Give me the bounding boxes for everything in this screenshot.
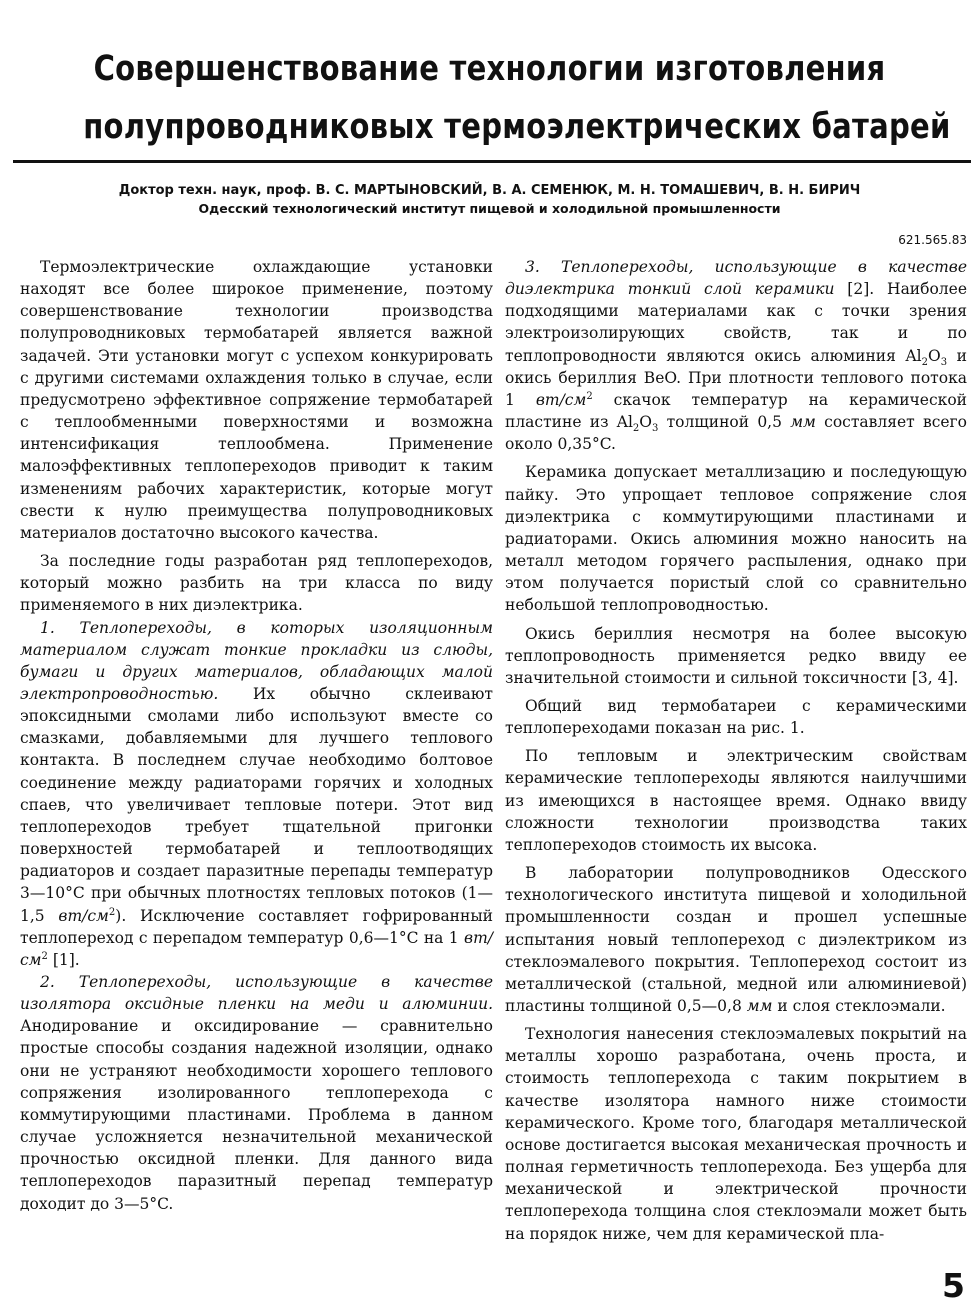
authors: Доктор техн. наук, проф. В. С. МАРТЫНОВСКИЙ, В. А. СЕМЕНЮК, М. Н. ТОМАШЕВИЧ, В. Н. БИРИЧ [118, 183, 861, 198]
class-1-heading: 1. Теплопереходы, в которых изоляционным материалом служат тонкие прокладки из слюды, бумаги и других материалов, обладающих малой электропроводностью. [20, 618, 493, 703]
paragraph-ceramic-properties: По тепловым и электрическим свойствам керамические теплопереходы являются наилучшими из имеющихся в настоящее время. Однако ввиду сложности технологии производства таких теплопереходов стоимость их высока. [505, 747, 967, 854]
paragraph-class-1: 1. Теплопереходы, в которых изоляционным материалом служат тонкие прокладки из слюды, бумаги и других материалов, обладающих малой электропроводностью. Их обычно склеивают эпоксидными смолами либо используют вместе со смазками, добавляемыми для лучшего теплового контакта. В последнем случае необходимо болтовое соединение между радиаторами горячих и холодных спаев, что увеличивает тепловые потери. Этот вид теплопереходов требует тщательной пригонки поверхностей термобатарей и теплоотводящих радиаторов и создает паразитные перепады температур 3—10°C при обычных плотностях тепловых потоков (1—1,5 $вт/см^2$). Исключение составляет гофрированный теплопереход с перепадом температур 0,6—1°C на 1 $вт/см^2$ [1]. [20, 618, 494, 969]
title-line-2: полупроводниковых термоэлектрических батарей [83, 107, 951, 147]
paragraph-figure-ref: Общий вид термобатареи с керамическими теплопереходами показан на рис. 1. [505, 696, 967, 738]
class-3-heading: 3. Теплопереходы, использующие в качестве диэлектрика тонкий слой керамики [505, 258, 967, 299]
paragraph-classes: За последние годы разработан ряд теплопереходов, который можно разбить на три класса по виду применяемого в них диэлектрика. [20, 552, 493, 615]
institute: Одесский технологический институт пищевой и холодильной промышленности [198, 201, 781, 216]
udc-code: 621.565.83 [898, 233, 967, 247]
class-2-heading: 2. Теплопереходы, использующие в качестве изолятора оксидные пленки на меди и алюминии. [20, 973, 493, 1014]
title-line-1: Совершенствование технологии изготовления [93, 49, 886, 89]
paragraph-ceramics: Керамика допускает металлизацию и последующую пайку. Это упрощает тепловое сопряжение слоя диэлектрика с коммутирующими пластинами и радиаторами. Окись алюминия можно наносить на металл методом горячего распыления, однако при этом получается пористый слой со сравнительно небольшой теплопроводностью. [505, 463, 967, 615]
paragraph-class-2: 2. Теплопереходы, использующие в качестве изолятора оксидные пленки на меди и алюминии. Анодирование и оксидирование — сравнительно простые способы создания надежной изоляции, однако они не устраняют необходимости хорошего теплового сопряжения изолированного теплоперехода с коммутирующими пластинами. Проблема в данном случае усложняется незначительной механической прочностью оксидной пленки. Для данного вида теплопереходов паразитный перепад температур доходит до 3—5°C. [20, 973, 493, 1213]
paragraph-intro: Термоэлектрические охлаждающие установки находят все более широкое применение, поэтому совершенствование технологии производства полупроводниковых термобатарей является важной задачей. Эти установки могут с успехом конкурировать с другими системами охлаждения только в случае, если предусмотрено эффективное сопряжение термобатарей с теплообменными поверхностями и возможна интенсификация теплообмена. Применение малоэффективных теплопереходов приводит к таким изменениям рабочих характеристик, которые могут свести к нулю преимущества полупроводниковых материалов достаточно высокого качества. [20, 258, 493, 542]
right-column [505, 256, 967, 1245]
left-column [20, 256, 493, 1215]
title-rule [13, 160, 971, 163]
paragraph-beryllium: Окись бериллия несмотря на более высокую теплопроводность применяется редко ввиду ее значительной стоимости и сильной токсичности [3, 4]. [505, 624, 967, 687]
article-title [83, 40, 951, 156]
page-number: 5 [942, 1266, 965, 1305]
paragraph-laboratory: В лаборатории полупроводников Одесского технологического института пищевой и холодильной промышленности создан и прошел успешные испытания новый теплопереход с диэлектриком из стеклоэмалевого покрытия. Теплопереход состоит из металлической (стальной, медной или алюминиевой) пластины толщиной 0,5—0,8 мм и слоя стеклоэмали. [505, 864, 967, 1015]
paragraph-technology: Технология нанесения стеклоэмалевых покрытий на металлы хорошо разработана, очень проста, и стоимость теплоперехода с таким покрытием в качестве изолятора намного ниже стоимости керамического. Кроме того, благодаря металлической основе достигается высокая механическая прочность и полная герметичность теплоперехода. Без ущерба для механической и электрической прочности теплоперехода толщина слоя стеклоэмали может быть на порядок ниже, чем для керамической пла- [505, 1025, 967, 1243]
paragraph-class-3: 3. Теплопереходы, использующие в качестве диэлектрика тонкий слой керамики [2]. Наиболее подходящими материалами как с точки зрения электроизолирующих свойств, так и по теплопроводности являются окись алюминия $Al_2O_3$ и окись бериллия BeO. При плотности теплового потока 1 $вт/см^2$ скачок температур на керамической пластине из $Al_2O_3$ толщиной 0,5 мм составляет всего около 0,35°C. [505, 258, 968, 454]
